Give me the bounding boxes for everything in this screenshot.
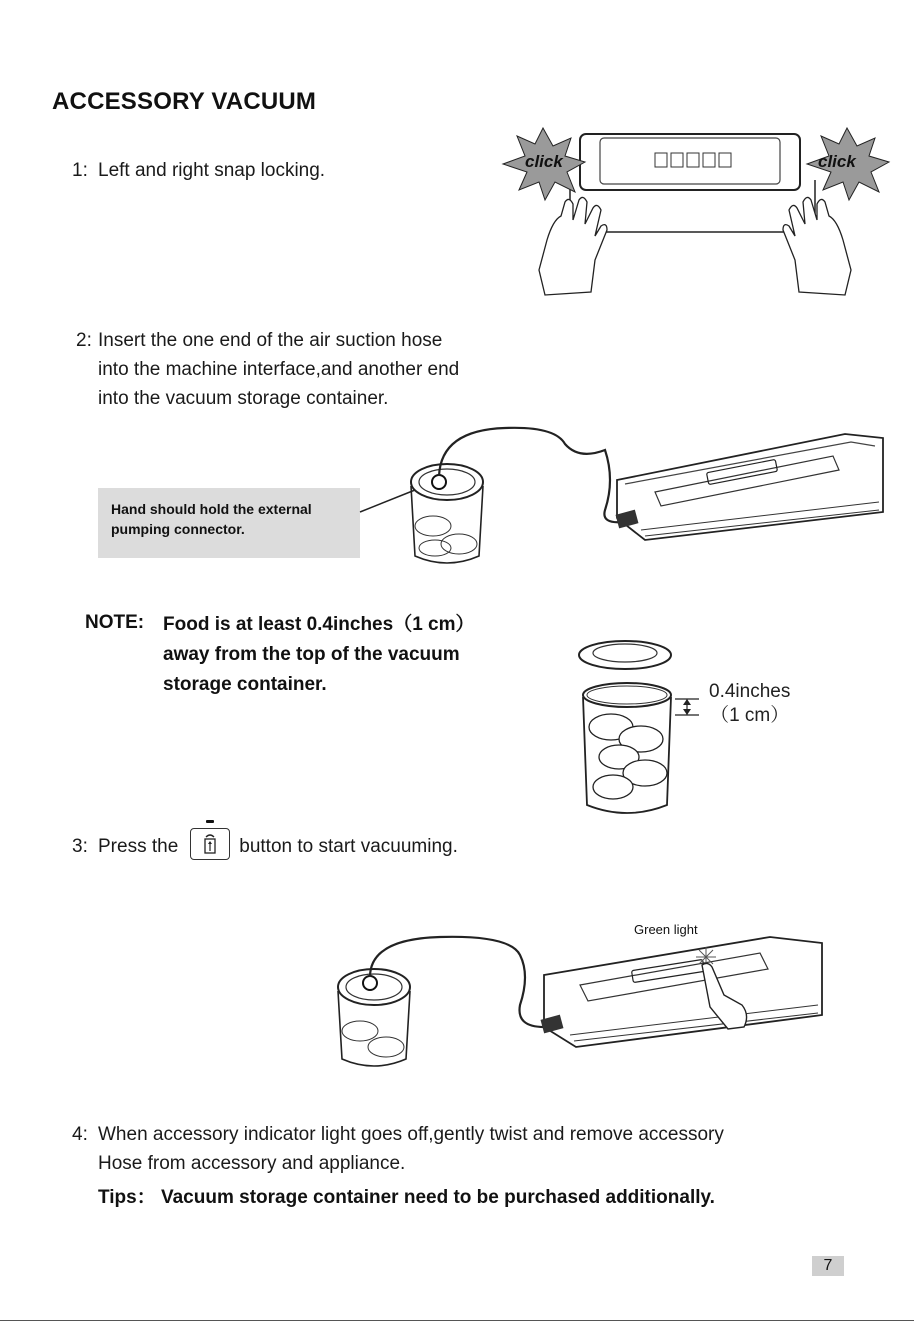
clearance-dimension <box>709 680 790 728</box>
page-title: ACCESSORY VACUUM <box>52 88 317 115</box>
step-1-number: 1: <box>72 160 88 181</box>
page-number: 7 <box>812 1256 844 1276</box>
callout-line-2: pumping connector. <box>111 521 245 537</box>
click-label-right: click <box>818 152 856 171</box>
green-light-label: Green light <box>634 922 698 937</box>
step-3 <box>72 831 458 863</box>
bottom-divider <box>0 1320 914 1321</box>
hand-hold-callout <box>98 488 360 558</box>
step-3-text-before: Press the <box>98 836 179 858</box>
right-hand-icon <box>783 197 851 295</box>
step-3-number: 3: <box>72 836 88 858</box>
snap-locking-illustration <box>495 120 895 300</box>
tips-text: Tips： Vacuum storage container need to be purchased additionally. <box>98 1187 715 1208</box>
container-clearance-illustration <box>575 635 705 820</box>
step-2-number: 2: <box>76 330 92 351</box>
note-line-1: Food is at least 0.4inches（1 cm） <box>163 614 475 635</box>
callout-line-1: Hand should hold the external <box>111 501 312 517</box>
step-4-line-1: When accessory indicator light goes off,gently twist and remove accessory <box>98 1124 724 1145</box>
clearance-cm: （1 cm） <box>710 705 790 726</box>
accessory-vacuum-button-icon <box>190 828 230 860</box>
step-1-text: Left and right snap locking. <box>98 160 326 181</box>
click-label-left: click <box>525 152 563 171</box>
step-4-line-2: Hose from accessory and appliance. <box>98 1153 406 1174</box>
clearance-inches: 0.4inches <box>709 681 791 702</box>
step-1 <box>72 156 325 185</box>
note-label: NOTE: <box>85 612 145 633</box>
step-3-text-after: button to start vacuuming. <box>239 836 458 858</box>
note-line-3: storage container. <box>163 674 327 695</box>
step-2-line-1: Insert the one end of the air suction hose <box>98 330 443 351</box>
step-4-number: 4: <box>72 1124 88 1145</box>
step-2 <box>76 326 459 413</box>
hose-connection-illustration <box>355 420 895 570</box>
step-4 <box>72 1120 724 1178</box>
left-hand-icon <box>539 197 607 295</box>
step-2-line-2: into the machine interface,and another end <box>98 359 460 380</box>
step-2-line-3: into the vacuum storage container. <box>98 388 389 409</box>
vacuuming-illustration <box>330 935 830 1075</box>
note-line-2: away from the top of the vacuum <box>163 644 460 665</box>
note-text <box>163 610 475 700</box>
